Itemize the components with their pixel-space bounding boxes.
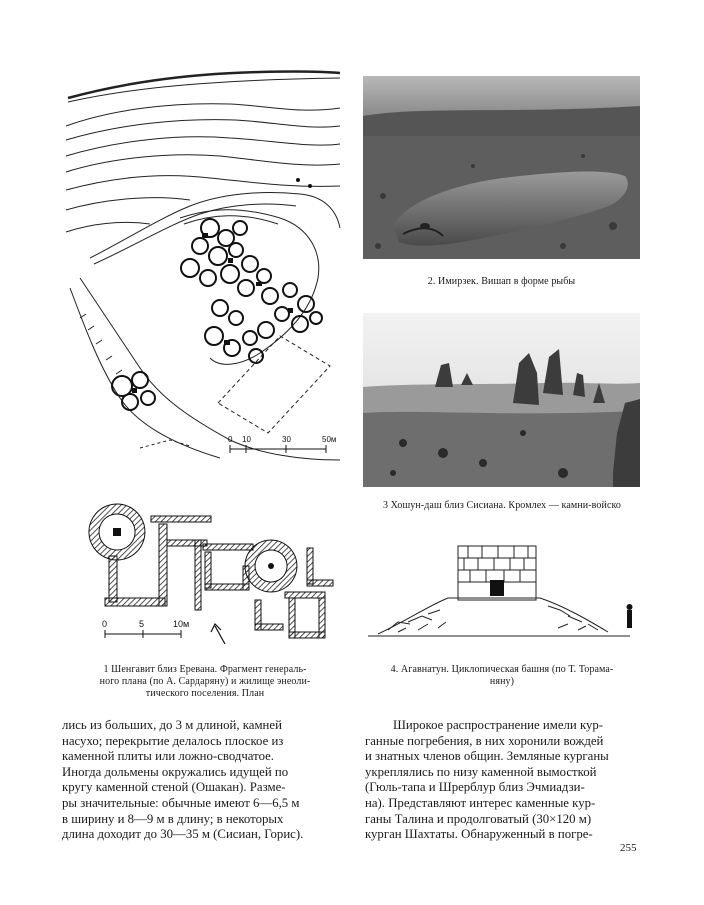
figure-1-dwelling-plan: [75, 494, 345, 644]
dwelling-scale-5: 5: [139, 619, 145, 629]
figure-4-caption: [357, 664, 647, 688]
text-line: длина доходит до 30—35 м (Сисиан, Горис).: [62, 827, 304, 842]
text-line: ганы Талина и продолговатый (30×120 м): [365, 811, 592, 826]
site-plan-drawing: [60, 68, 342, 463]
cromlech-stones-image: [363, 313, 640, 487]
text-line: и знатных членов общин. Земляные курганы: [365, 749, 609, 764]
text-line: лись из больших, до 3 м длиной, камней: [62, 718, 282, 732]
vishap-fish-image: [363, 76, 640, 259]
dwelling-scale-10m: 10м: [173, 619, 190, 629]
figure-1-caption-line-1: 1 Шенгавит близ Еревана. Фрагмент генераль-: [103, 664, 307, 675]
page-number: 255: [620, 842, 637, 854]
left-text-column: [62, 718, 340, 843]
cyclopean-tower-drawing: [368, 540, 640, 645]
text-line: ганные погребения, в них хоронили вождей: [365, 733, 604, 748]
text-line: Широкое распространение имели кур-: [393, 718, 604, 732]
text-line: (Гюль-тапа и Шрерблур близ Эчмиадзи-: [365, 780, 585, 795]
figure-1-caption-line-2: ного плана (по А. Сардаряну) и жилище энеоли-: [99, 676, 311, 687]
figure-1-site-plan: [60, 68, 342, 463]
text-line: ры значительные: обычные имеют 6—6,5 м: [62, 795, 300, 810]
dwelling-scale-0: 0: [102, 619, 108, 629]
text-line: укреплялись по низу каменной вымосткой: [365, 764, 597, 779]
text-line: Иногда дольмены окружались идущей по: [62, 764, 289, 779]
text-line: в ширину и 8—9 м в длину; в некоторых: [62, 811, 284, 826]
figure-4-tower-drawing: [368, 540, 640, 645]
figure-3-photo: [363, 313, 640, 487]
figure-3-caption: 3 Хошун-даш близ Сисиана. Кромлех — камни-войско: [382, 500, 622, 511]
text-line: кругу каменной стеной (Ошакан). Разме-: [62, 780, 286, 795]
text-line: на). Представляют интерес каменные кур-: [365, 795, 596, 810]
figure-2-caption: 2. Имирзек. Вишап в форме рыбы: [427, 276, 576, 287]
figure-2-photo: [363, 76, 640, 259]
figure-4-caption-line-2: няну): [489, 676, 515, 687]
dwelling-plan-drawing: [75, 494, 345, 644]
scale-tick-10: 10: [242, 435, 251, 444]
scale-tick-0: 0: [228, 435, 233, 444]
text-line: каменной плиты или ложно-сводчатое.: [62, 749, 275, 764]
text-line: насухо; перекрытие делалось плоское из: [62, 733, 284, 748]
right-text-column: [365, 718, 643, 843]
figure-1-caption: [60, 664, 350, 700]
scale-tick-50m: 50м: [322, 435, 337, 444]
figure-4-caption-line-1: 4. Агавнатун. Циклопическая башня (по Т. Торама-: [390, 664, 614, 675]
figure-1-caption-line-3: тического поселения. План: [145, 688, 265, 699]
scale-tick-30: 30: [282, 435, 291, 444]
text-line: курган Шахтаты. Обнаруженный в погре-: [365, 827, 593, 842]
